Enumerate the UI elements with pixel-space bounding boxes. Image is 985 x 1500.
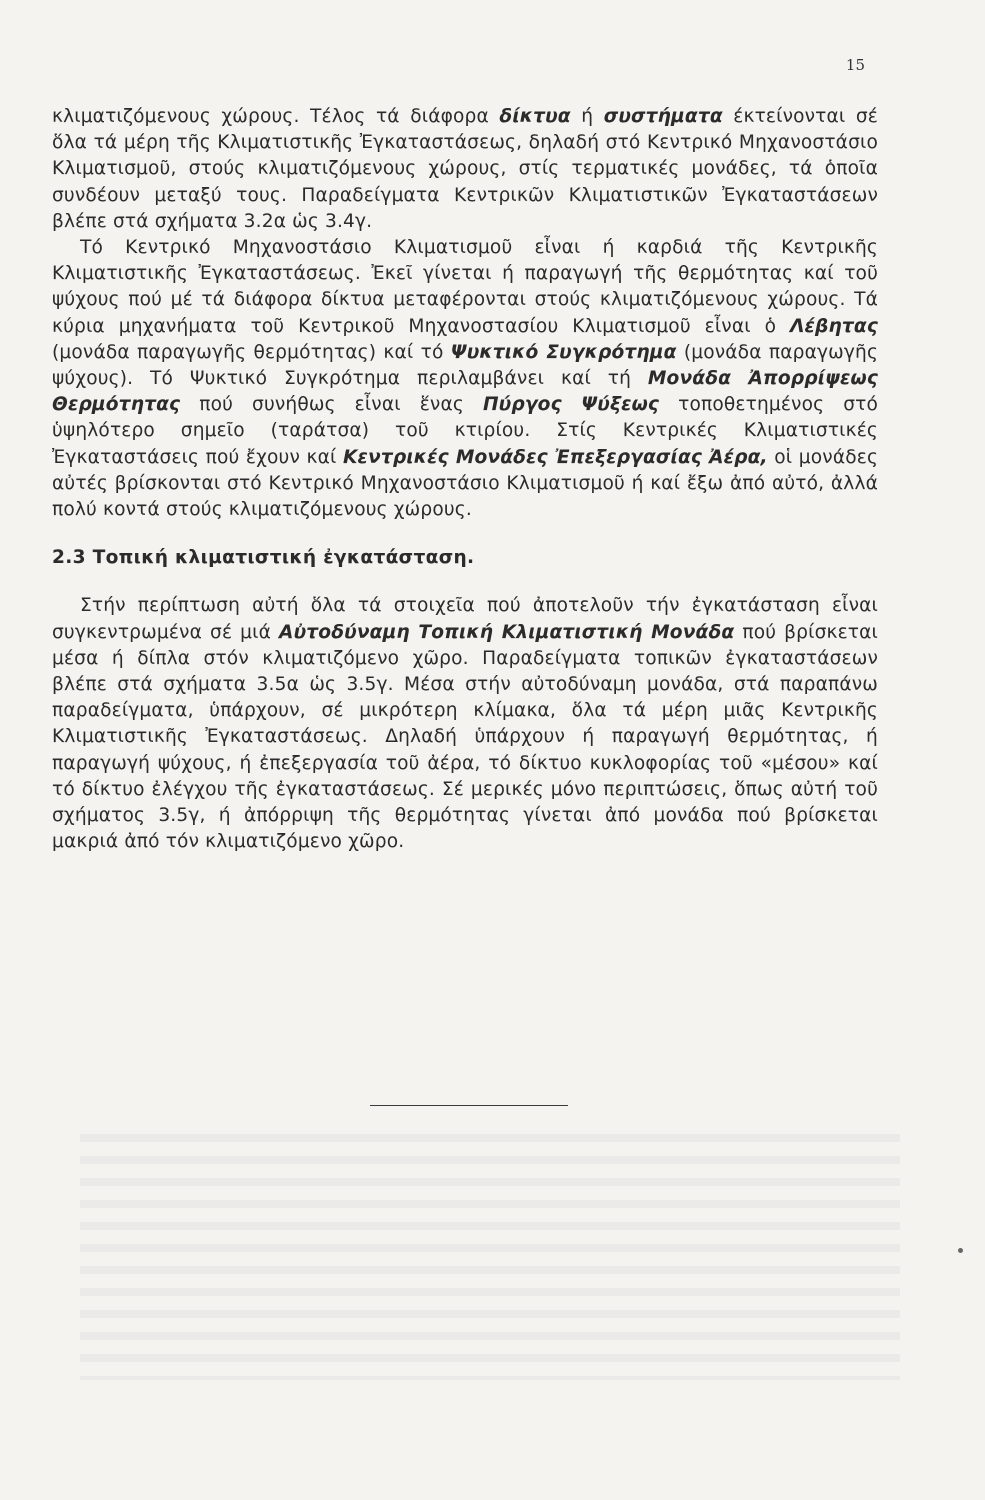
text-run: πού συνήθως εἶναι ἕνας [180,394,483,416]
emphasis-term: Πύργος Ψύξεως [482,394,660,416]
paragraph-1 [52,104,878,235]
emphasis-term: συστήματα [603,106,723,127]
text-run: οἱ μονάδες αὐτές βρίσκονται στό Κεντρικό Μηχανοστάσιο Κλιματισμοῦ ή καί ἔξω ἀπό αὐτό, ἀλλά πολύ κοντά στούς κλιματιζόμενους χώρους. [52,446,879,521]
text-run: ή [570,106,604,127]
emphasis-term: Αὐτοδύναμη Τοπική Κλιματιστική Μονάδα [279,621,735,643]
footnote-separator [370,1105,568,1106]
text-run: (μονάδα παραγωγῆς ψύχους). Τό Ψυκτικό Συγκρότημα περιλαμβάνει καί τή [52,341,879,390]
emphasis-term: Ψυκτικό Συγκρότημα [450,341,677,363]
body-text [52,104,878,855]
paragraph-3 [52,593,878,855]
text-run: κλιματιζόμενους χώρους. Τέλος τά διάφορα [52,106,500,127]
speck-mark [958,1248,963,1253]
emphasis-term: Λέβητας [790,315,878,337]
text-run: (μονάδα παραγωγῆς θερμότητας) καί τό [52,341,451,363]
text-run: Τό Κεντρικό Μηχανοστάσιο Κλιματισμοῦ εἶναι ή καρδιά τῆς Κεντρικῆς Κλιματιστικῆς Ἐγκαταστάσεως. Ἐκεῖ γίνεται ή παραγωγή τῆς θερμότητας καί τοῦ ψύχους πού μέ τά διάφορα δίκτυα μεταφέρονται στούς κλιματιζόμενους χώρους. Τά κύρια μηχανήματα τοῦ Κεντρικοῦ Μηχανοστασίου Κλιματισμοῦ εἶναι ὁ [52,237,878,337]
emphasis-term: Μονάδα Ἀπορρίψεως Θερμότητας [52,368,878,416]
paragraph-2 [52,235,878,523]
show-through-texture [80,1120,900,1380]
text-run: τοποθετημένος στό ὑψηλότερο σημεῖο (ταράτσα) τοῦ κτιρίου. Στίς Κεντρικές Κλιματιστικές Ἐγκαταστάσεις πού ἔχουν καί [52,394,879,468]
section-heading: 2.3 Τοπική κλιματιστική ἐγκατάσταση. [52,547,475,569]
page-number: 15 [845,56,865,74]
text-run: έκτείνονται σέ ὅλα τά μέρη τῆς Κλιματιστικῆς Ἐγκαταστάσεως, δηλαδή στό Κεντρικό Μηχανοστάσιο Κλιματισμοῦ, στούς κλιματιζόμενους χώρους, στίς τερματικές μονάδες, τά ὁποῖα συνδέουν μεταξύ τους. Παραδείγματα Κεντρικῶν Κλιματιστικῶν Ἐγκαταστάσεων βλέπε στά σχήματα 3.2α ὡς 3.4γ. [52,106,878,232]
text-run: πού βρίσκεται μέσα ή δίπλα στόν κλιματιζόμενο χῶρο. Παραδείγματα τοπικῶν ἐγκαταστάσεων βλέπε στά σχήματα 3.5α ὡς 3.5γ. Μέσα στήν αὐτοδύναμη μονάδα, στά παραπάνω παραδείγματα, ὑπάρχουν, σέ μικρότερη κλίμακα, ὅλα τά μέρη μιᾶς Κεντρικῆς Κλιματιστικῆς Ἐγκαταστάσεως. Δηλαδή ὑπάρχουν ή παραγωγή θερμότητας, ή παραγωγή ψύχους, ή ἐπεξεργασία τοῦ ἀέρα, τό δίκτυο κυκλοφορίας τοῦ «μέσου» καί τό δίκτυο ἐλέγχου τῆς ἐγκαταστάσεως. Σέ μερικές μόνο περιπτώσεις, ὅπως αὐτή τοῦ σχήματος 3.5γ, ή ἀπόρριψη τῆς θερμότητας γίνεται ἀπό μονάδα πού βρίσκεται μακριά ἀπό τόν κλιματιζόμενο χῶρο. [52,621,879,853]
emphasis-term: Κεντρικές Μονάδες Ἐπεξεργασίας Ἀέρα, [343,446,768,468]
text-run: Στήν περίπτωση αὐτή ὅλα τά στοιχεῖα πού ἀποτελοῦν τήν ἐγκατάσταση εἶναι συγκεντρωμένα σέ μιά [52,595,878,643]
emphasis-term: δίκτυα [499,106,571,127]
